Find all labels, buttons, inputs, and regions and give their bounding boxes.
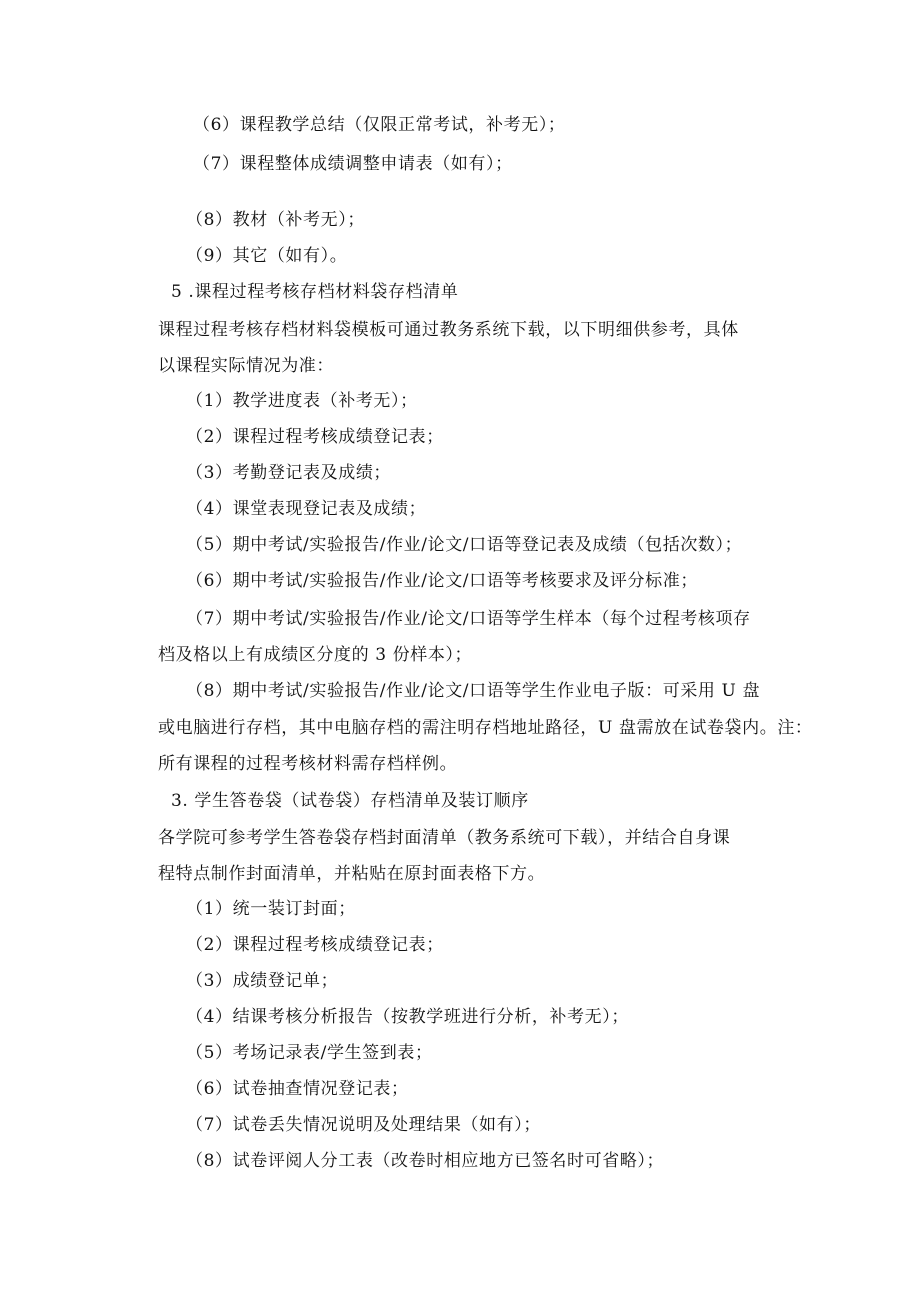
list-item: （3）成绩登记单； xyxy=(186,971,339,991)
list-item: （9）其它（如有）。 xyxy=(186,246,348,266)
list-item: （7）试卷丢失情况说明及处理结果（如有）； xyxy=(186,1115,541,1135)
list-item: （6）试卷抽查情况登记表； xyxy=(186,1079,409,1099)
paragraph-line: 程特点制作封面清单，并粘贴在原封面表格下方。 xyxy=(158,864,546,884)
list-item: （8）期中考试/实验报告/作业/论文/口语等学生作业电子版：可采用 U 盘 xyxy=(186,681,761,701)
list-item: （3）考勤登记表及成绩； xyxy=(186,463,392,483)
list-item: （4）结课考核分析报告（按教学班进行分析，补考无）； xyxy=(186,1007,629,1027)
list-item: （7）课程整体成绩调整申请表（如有）； xyxy=(193,154,513,174)
section-heading: 3. 学生答卷袋（试卷袋）存档清单及装订顺序 xyxy=(171,791,529,811)
paragraph-line: 档及格以上有成绩区分度的 3 份样本）； xyxy=(158,645,473,665)
paragraph-line: 各学院可参考学生答卷袋存档封面清单（教务系统可下载），并结合自身课 xyxy=(158,828,731,848)
list-item: （1）统一装订封面； xyxy=(186,899,356,919)
list-item: （2）课程过程考核成绩登记表； xyxy=(186,427,444,447)
list-item: （6）课程教学总结（仅限正常考试，补考无）； xyxy=(193,115,566,135)
list-item: （8）试卷评阅人分工表（改卷时相应地方已签名时可省略）； xyxy=(186,1151,665,1171)
list-item: （8）教材（补考无）； xyxy=(186,210,365,230)
list-item: （6）期中考试/实验报告/作业/论文/口语等考核要求及评分标准； xyxy=(186,571,698,591)
paragraph-line: 课程过程考核存档材料袋模板可通过教务系统下载，以下明细供参考，具体 xyxy=(158,320,739,340)
list-item: （4）课堂表现登记表及成绩； xyxy=(186,499,427,519)
list-item: （7）期中考试/实验报告/作业/论文/口语等学生样本（每个过程考核项存 xyxy=(186,609,751,629)
list-item: （5）期中考试/实验报告/作业/论文/口语等登记表及成绩（包括次数）； xyxy=(186,535,743,555)
list-item: （2）课程过程考核成绩登记表； xyxy=(186,935,444,955)
paragraph-line: 或电脑进行存档，其中电脑存档的需注明存档地址路径，U 盘需放在试卷袋内。注： xyxy=(158,718,813,738)
paragraph-line: 以课程实际情况为准： xyxy=(158,356,334,376)
paragraph-line: 所有课程的过程考核材料需存档样例。 xyxy=(158,754,458,774)
list-item: （5）考场记录表/学生签到表； xyxy=(186,1043,433,1063)
list-item: （1）教学进度表（补考无）； xyxy=(186,391,418,411)
section-heading: 5 .课程过程考核存档材料袋存档清单 xyxy=(171,282,459,302)
